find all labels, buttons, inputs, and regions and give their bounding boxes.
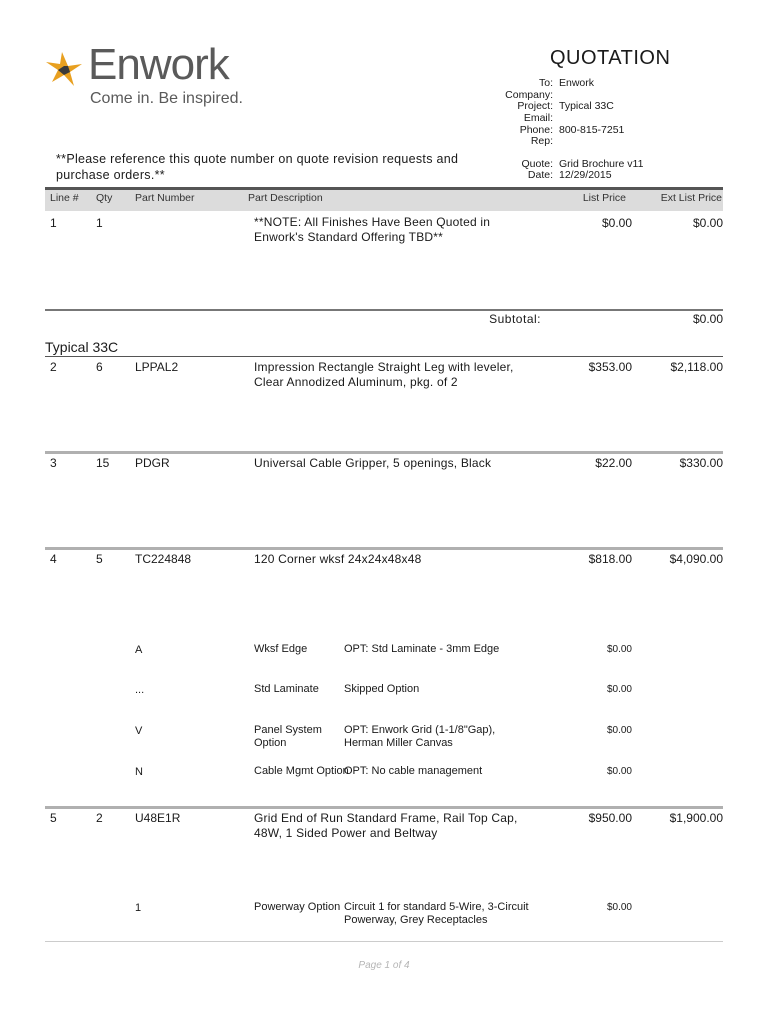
line3-ext-price: $330.00 xyxy=(679,456,723,470)
subtotal-label: Subtotal: xyxy=(489,312,541,326)
option-code: 1 xyxy=(135,902,142,914)
line2-description: Impression Rectangle Straight Leg with leveler, Clear Annodized Aluminum, pkg. of 2 xyxy=(254,360,514,389)
email-label: Email: xyxy=(523,112,553,124)
col-list-price: List Price xyxy=(582,192,626,204)
company-label: Company: xyxy=(505,89,553,101)
line5-qty: 2 xyxy=(96,811,103,825)
line3-number: 3 xyxy=(50,456,57,470)
line3-description: Universal Cable Gripper, 5 openings, Black xyxy=(254,456,492,470)
line3-rule xyxy=(45,451,723,454)
reference-note: **Please reference this quote number on quote revision requests and purchase orders.** xyxy=(56,152,459,182)
option-name: Panel System Option xyxy=(254,724,322,749)
subtotal-rule xyxy=(45,309,723,311)
brand-tagline: Come in. Be inspired. xyxy=(90,90,243,107)
line4-ext-price: $4,090.00 xyxy=(669,552,723,566)
option-name: Wksf Edge xyxy=(254,643,308,655)
line1-qty: 1 xyxy=(96,216,103,230)
line3-part-number: PDGR xyxy=(135,456,170,470)
line1-list-price: $0.00 xyxy=(601,216,632,230)
project-value: Typical 33C xyxy=(559,100,614,112)
option-value: OPT: No cable management xyxy=(344,765,483,777)
option-value: OPT: Std Laminate - 3mm Edge xyxy=(344,643,500,655)
table-bottom-rule xyxy=(45,941,723,942)
line1-ext-price: $0.00 xyxy=(692,216,723,230)
line2-qty: 6 xyxy=(96,360,103,374)
brand-name: Enwork xyxy=(88,40,229,89)
col-part-description: Part Description xyxy=(248,192,323,204)
line2-part-number: LPPAL2 xyxy=(135,360,179,374)
phone-label: Phone: xyxy=(519,124,553,136)
option-name: Powerway Option xyxy=(254,901,341,913)
option-price: $0.00 xyxy=(606,902,632,913)
date-label: Date: xyxy=(527,169,553,181)
option-code: ... xyxy=(135,684,145,696)
line2-number: 2 xyxy=(50,360,57,374)
option-code: A xyxy=(135,644,143,656)
project-label: Project: xyxy=(517,100,553,112)
col-line: Line # xyxy=(50,192,79,204)
document-title: QUOTATION xyxy=(550,47,671,69)
line5-list-price: $950.00 xyxy=(588,811,632,825)
option-name: Cable Mgmt Option xyxy=(254,765,349,777)
option-price: $0.00 xyxy=(606,725,632,736)
line5-ext-price: $1,900.00 xyxy=(669,811,723,825)
line4-qty: 5 xyxy=(96,552,103,566)
line1-number: 1 xyxy=(50,216,57,230)
col-part-number: Part Number xyxy=(135,192,195,204)
line5-number: 5 xyxy=(50,811,57,825)
line2-ext-price: $2,118.00 xyxy=(670,360,723,374)
option-value: OPT: Enwork Grid (1-1/8"Gap), Herman Miller Canvas xyxy=(344,724,496,749)
option-price: $0.00 xyxy=(606,766,632,777)
line1-description: **NOTE: All Finishes Have Been Quoted in Enwork's Standard Offering TBD** xyxy=(254,215,491,244)
line4-description: 120 Corner wksf 24x24x48x48 xyxy=(254,552,422,566)
line4-rule xyxy=(45,547,723,550)
to-value: Enwork xyxy=(559,77,595,89)
option-name: Std Laminate xyxy=(254,683,319,695)
line5-part-number: U48E1R xyxy=(135,811,181,825)
line4-part-number: TC224848 xyxy=(135,552,192,566)
option-value: Circuit 1 for standard 5-Wire, 3-Circuit Powerway, Grey Receptacles xyxy=(344,901,529,926)
quote-label: Quote: xyxy=(521,158,553,170)
subtotal-value: $0.00 xyxy=(692,312,723,326)
line4-list-price: $818.00 xyxy=(588,552,632,566)
line3-qty: 15 xyxy=(96,456,110,470)
section-rule xyxy=(45,356,723,357)
page-number: Page 1 of 4 xyxy=(358,960,410,971)
option-price: $0.00 xyxy=(606,644,632,655)
quote-value: Grid Brochure v11 xyxy=(559,158,644,170)
option-value: Skipped Option xyxy=(344,683,420,695)
option-code: N xyxy=(135,766,143,778)
to-label: To: xyxy=(538,77,553,89)
line3-list-price: $22.00 xyxy=(595,456,632,470)
line4-number: 4 xyxy=(50,552,57,566)
rep-label: Rep: xyxy=(530,135,553,147)
line5-description: Grid End of Run Standard Frame, Rail Top Cap, 48W, 1 Sided Power and Beltway xyxy=(254,811,518,840)
enwork-star-icon xyxy=(44,46,88,90)
line2-list-price: $353.00 xyxy=(588,360,632,374)
col-ext-list-price: Ext List Price xyxy=(660,192,722,204)
section-title: Typical 33C xyxy=(45,339,119,355)
phone-value: 800-815-7251 xyxy=(559,124,625,136)
option-price: $0.00 xyxy=(606,684,632,695)
option-code: V xyxy=(135,725,143,737)
col-qty: Qty xyxy=(96,192,113,204)
date-value: 12/29/2015 xyxy=(559,169,612,181)
line5-rule xyxy=(45,806,723,809)
